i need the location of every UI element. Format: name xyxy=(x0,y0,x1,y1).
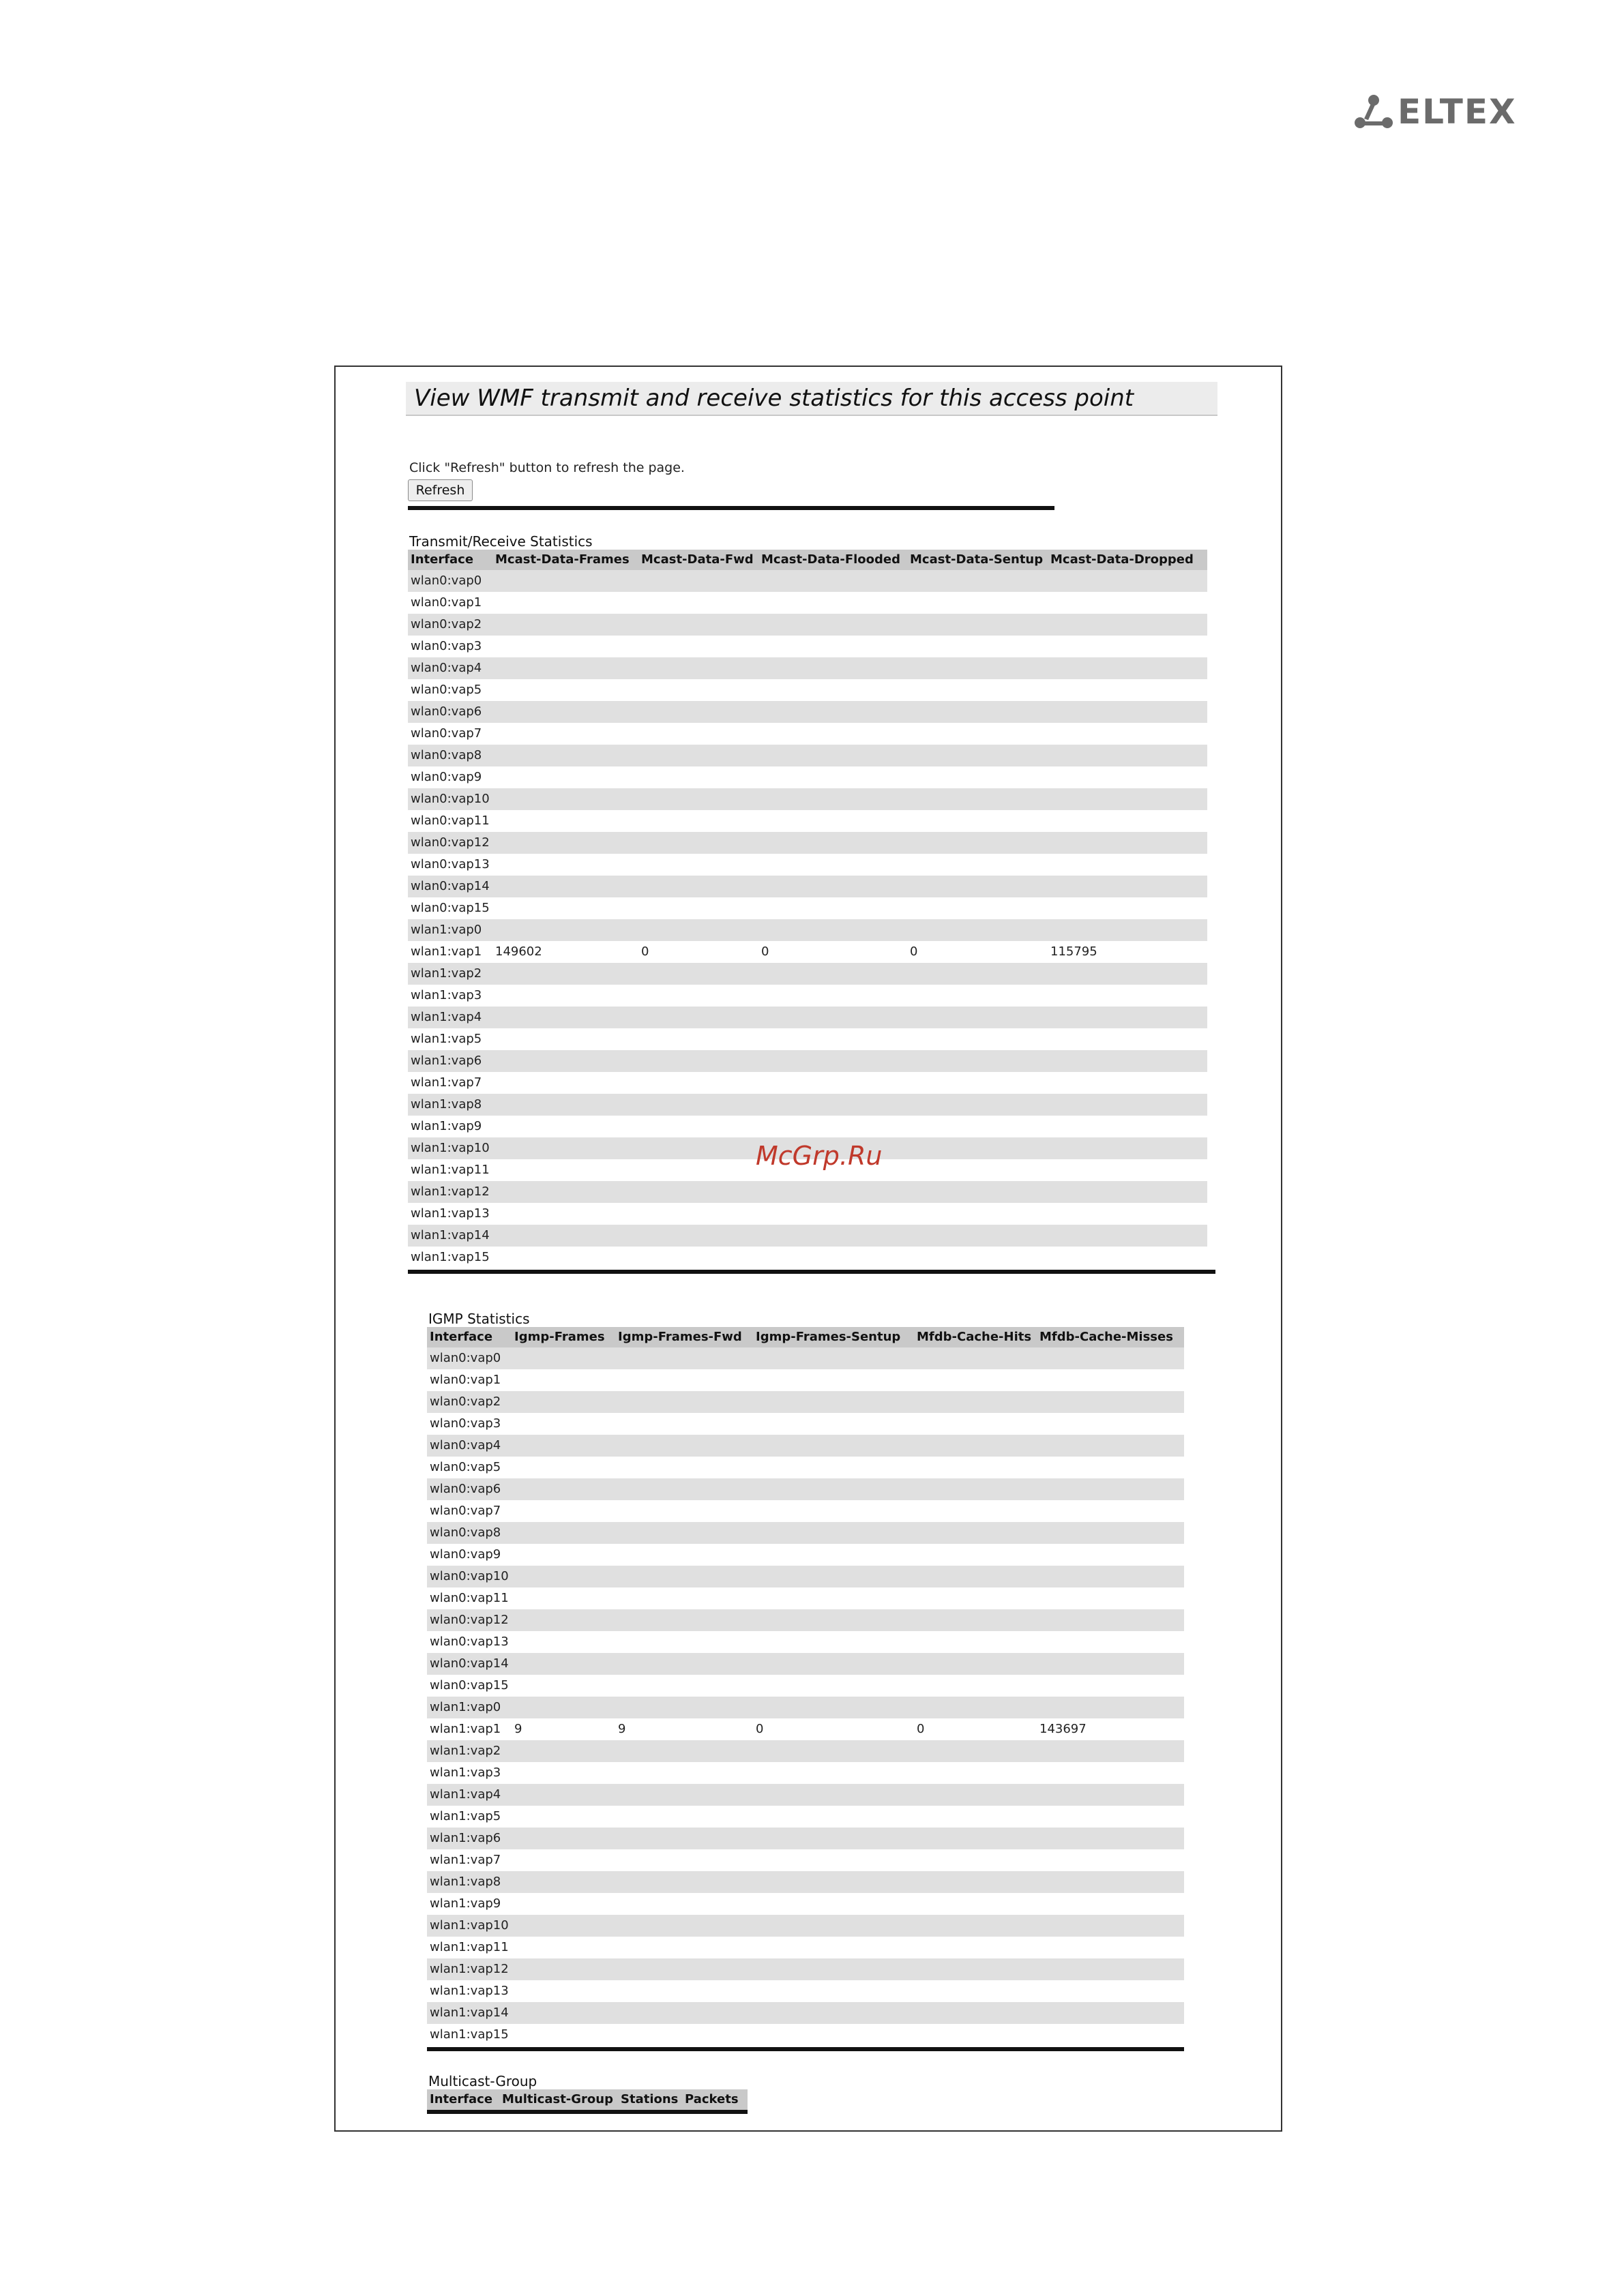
interface-cell: wlan1:vap6 xyxy=(411,1054,482,1068)
table-row xyxy=(427,1828,1184,1849)
interface-cell: wlan0:vap4 xyxy=(430,1438,501,1452)
interface-cell: wlan1:vap0 xyxy=(430,1700,501,1714)
interface-cell: wlan1:vap9 xyxy=(430,1896,501,1911)
interface-cell: wlan0:vap1 xyxy=(411,595,482,610)
table-row xyxy=(427,1849,1184,1871)
interface-cell: wlan1:vap8 xyxy=(411,1097,482,1112)
interface-cell: wlan0:vap7 xyxy=(430,1504,501,1518)
column-header: Mcast-Data-Sentup xyxy=(910,552,1044,567)
section-divider xyxy=(408,506,1054,510)
table-row xyxy=(427,1740,1184,1762)
table-row xyxy=(427,1762,1184,1784)
interface-cell: wlan1:vap5 xyxy=(430,1809,501,1823)
table-row xyxy=(427,2002,1184,2024)
table-row xyxy=(408,854,1207,876)
column-header: Mcast-Data-Flooded xyxy=(761,552,901,567)
table-row xyxy=(427,1457,1184,1478)
interface-cell: wlan1:vap14 xyxy=(411,1228,490,1242)
table-row xyxy=(427,1522,1184,1544)
interface-cell: wlan0:vap8 xyxy=(411,748,482,762)
interface-cell: wlan0:vap2 xyxy=(411,617,482,631)
tx-table-bottom-rule xyxy=(408,1270,1215,1274)
interface-cell: wlan1:vap8 xyxy=(430,1875,501,1889)
value-cell: 9 xyxy=(618,1722,626,1736)
table-row xyxy=(427,1631,1184,1653)
column-header: Igmp-Frames-Fwd xyxy=(618,1330,742,1344)
table-row xyxy=(427,1937,1184,1958)
table-row xyxy=(408,941,1207,963)
interface-cell: wlan0:vap9 xyxy=(430,1547,501,1562)
interface-cell: wlan0:vap4 xyxy=(411,661,482,675)
interface-cell: wlan0:vap10 xyxy=(430,1569,509,1583)
table-row xyxy=(408,1007,1207,1028)
igmp-table-caption: IGMP Statistics xyxy=(428,1311,530,1327)
igmp-stats-table xyxy=(427,1327,1184,2046)
interface-cell: wlan1:vap2 xyxy=(411,966,482,981)
table-row xyxy=(427,1784,1184,1806)
value-cell: 149602 xyxy=(495,944,542,959)
brand-name: ELTEX xyxy=(1398,92,1517,132)
table-row xyxy=(427,1915,1184,1937)
table-row xyxy=(427,1675,1184,1697)
column-header: Mfdb-Cache-Misses xyxy=(1039,1330,1173,1344)
table-row xyxy=(408,985,1207,1007)
interface-cell: wlan0:vap8 xyxy=(430,1525,501,1540)
interface-cell: wlan0:vap2 xyxy=(430,1395,501,1409)
table-row xyxy=(408,701,1207,723)
table-row xyxy=(427,1871,1184,1893)
table-header-row xyxy=(408,550,1207,570)
table-row xyxy=(408,723,1207,745)
interface-cell: wlan1:vap7 xyxy=(411,1075,482,1090)
table-row xyxy=(427,1980,1184,2002)
interface-cell: wlan1:vap9 xyxy=(411,1119,482,1133)
mcast-table-bottom-rule xyxy=(427,2110,748,2114)
interface-cell: wlan1:vap12 xyxy=(411,1184,490,1199)
interface-cell: wlan1:vap10 xyxy=(411,1141,490,1155)
table-row xyxy=(408,1050,1207,1072)
value-cell: 9 xyxy=(514,1722,522,1736)
value-cell: 0 xyxy=(910,944,918,959)
value-cell: 115795 xyxy=(1050,944,1097,959)
table-row xyxy=(408,1072,1207,1094)
interface-cell: wlan0:vap12 xyxy=(430,1613,509,1627)
interface-cell: wlan0:vap6 xyxy=(411,704,482,719)
table-row xyxy=(427,2024,1184,2046)
mcast-table-caption: Multicast-Group xyxy=(428,2073,537,2089)
table-row xyxy=(408,1203,1207,1225)
interface-cell: wlan1:vap15 xyxy=(430,2027,509,2042)
column-header: Multicast-Group xyxy=(502,2092,613,2106)
table-row xyxy=(427,1806,1184,1828)
table-row xyxy=(427,1391,1184,1413)
table-row xyxy=(427,1587,1184,1609)
table-row xyxy=(408,832,1207,854)
interface-cell: wlan0:vap10 xyxy=(411,792,490,806)
table-header-row xyxy=(427,1327,1184,1347)
table-row xyxy=(427,1566,1184,1587)
column-header: Interface xyxy=(430,1330,493,1344)
table-row xyxy=(427,1893,1184,1915)
column-header: Mcast-Data-Fwd xyxy=(641,552,754,567)
interface-cell: wlan0:vap5 xyxy=(411,683,482,697)
refresh-hint: Click "Refresh" button to refresh the page. xyxy=(409,460,685,475)
interface-cell: wlan1:vap5 xyxy=(411,1032,482,1046)
table-header-row xyxy=(427,2089,748,2110)
interface-cell: wlan1:vap14 xyxy=(430,2006,509,2020)
interface-cell: wlan1:vap10 xyxy=(430,1918,509,1933)
interface-cell: wlan0:vap11 xyxy=(430,1591,509,1605)
interface-cell: wlan1:vap7 xyxy=(430,1853,501,1867)
table-row xyxy=(408,963,1207,985)
interface-cell: wlan0:vap9 xyxy=(411,770,482,784)
interface-cell: wlan1:vap4 xyxy=(430,1787,501,1802)
eltex-logo-icon xyxy=(1354,94,1393,130)
page-title: View WMF transmit and receive statistics for this access point xyxy=(414,385,1134,412)
value-cell: 0 xyxy=(917,1722,925,1736)
interface-cell: wlan0:vap0 xyxy=(411,573,482,588)
value-cell: 0 xyxy=(641,944,649,959)
table-row xyxy=(408,1116,1207,1137)
table-row xyxy=(427,1347,1184,1369)
table-row xyxy=(408,657,1207,679)
table-row xyxy=(408,1247,1207,1268)
interface-cell: wlan0:vap3 xyxy=(411,639,482,653)
table-row xyxy=(408,745,1207,766)
table-row xyxy=(408,810,1207,832)
watermark: McGrp.Ru xyxy=(756,1141,883,1171)
tx-table-caption: Transmit/Receive Statistics xyxy=(409,533,593,550)
interface-cell: wlan1:vap15 xyxy=(411,1250,490,1264)
interface-cell: wlan0:vap11 xyxy=(411,814,490,828)
table-row xyxy=(408,614,1207,636)
table-row xyxy=(408,788,1207,810)
column-header: Igmp-Frames-Sentup xyxy=(756,1330,901,1344)
interface-cell: wlan1:vap3 xyxy=(430,1765,501,1780)
interface-cell: wlan1:vap13 xyxy=(430,1984,509,1998)
eltex-logo xyxy=(1354,94,1517,130)
table-row xyxy=(427,1369,1184,1391)
table-row xyxy=(408,1094,1207,1116)
table-row xyxy=(408,766,1207,788)
interface-cell: wlan1:vap0 xyxy=(411,923,482,937)
table-row xyxy=(408,897,1207,919)
interface-cell: wlan0:vap15 xyxy=(430,1678,509,1693)
refresh-button[interactable]: Refresh xyxy=(408,479,473,501)
igmp-table-bottom-rule xyxy=(427,2047,1184,2051)
interface-cell: wlan1:vap1 xyxy=(411,944,482,959)
interface-cell: wlan1:vap1 xyxy=(430,1722,501,1736)
interface-cell: wlan0:vap12 xyxy=(411,835,490,850)
value-cell: 0 xyxy=(756,1722,764,1736)
column-header: Stations xyxy=(621,2092,679,2106)
interface-cell: wlan1:vap11 xyxy=(411,1163,490,1177)
interface-cell: wlan1:vap6 xyxy=(430,1831,501,1845)
table-row xyxy=(427,1413,1184,1435)
interface-cell: wlan1:vap12 xyxy=(430,1962,509,1976)
table-row xyxy=(427,1478,1184,1500)
column-header: Interface xyxy=(430,2092,493,2106)
table-row xyxy=(427,1435,1184,1457)
table-row xyxy=(427,1718,1184,1740)
table-row xyxy=(408,876,1207,897)
table-row xyxy=(427,1544,1184,1566)
column-header: Igmp-Frames xyxy=(514,1330,605,1344)
table-row xyxy=(408,919,1207,941)
table-row xyxy=(427,1653,1184,1675)
table-row xyxy=(408,636,1207,657)
interface-cell: wlan1:vap3 xyxy=(411,988,482,1002)
interface-cell: wlan0:vap6 xyxy=(430,1482,501,1496)
interface-cell: wlan0:vap0 xyxy=(430,1351,501,1365)
table-row xyxy=(408,1181,1207,1203)
value-cell: 143697 xyxy=(1039,1722,1087,1736)
interface-cell: wlan0:vap14 xyxy=(411,879,490,893)
table-row xyxy=(427,1609,1184,1631)
interface-cell: wlan1:vap4 xyxy=(411,1010,482,1024)
interface-cell: wlan0:vap13 xyxy=(430,1635,509,1649)
interface-cell: wlan0:vap3 xyxy=(430,1416,501,1431)
column-header: Packets xyxy=(685,2092,739,2106)
column-header: Mcast-Data-Frames xyxy=(495,552,630,567)
interface-cell: wlan0:vap5 xyxy=(430,1460,501,1474)
interface-cell: wlan0:vap1 xyxy=(430,1373,501,1387)
column-header: Interface xyxy=(411,552,474,567)
table-row xyxy=(427,1500,1184,1522)
page-header xyxy=(406,382,1217,416)
table-row xyxy=(427,1697,1184,1718)
interface-cell: wlan1:vap2 xyxy=(430,1744,501,1758)
interface-cell: wlan0:vap15 xyxy=(411,901,490,915)
column-header: Mcast-Data-Dropped xyxy=(1050,552,1194,567)
interface-cell: wlan1:vap13 xyxy=(411,1206,490,1221)
table-row xyxy=(427,1958,1184,1980)
table-row xyxy=(408,1028,1207,1050)
value-cell: 0 xyxy=(761,944,769,959)
interface-cell: wlan0:vap14 xyxy=(430,1656,509,1671)
table-row xyxy=(408,1225,1207,1247)
interface-cell: wlan0:vap13 xyxy=(411,857,490,871)
multicast-group-table xyxy=(427,2089,748,2110)
column-header: Mfdb-Cache-Hits xyxy=(917,1330,1032,1344)
interface-cell: wlan0:vap7 xyxy=(411,726,482,741)
interface-cell: wlan1:vap11 xyxy=(430,1940,509,1954)
table-row xyxy=(408,570,1207,592)
table-row xyxy=(408,679,1207,701)
table-row xyxy=(408,592,1207,614)
